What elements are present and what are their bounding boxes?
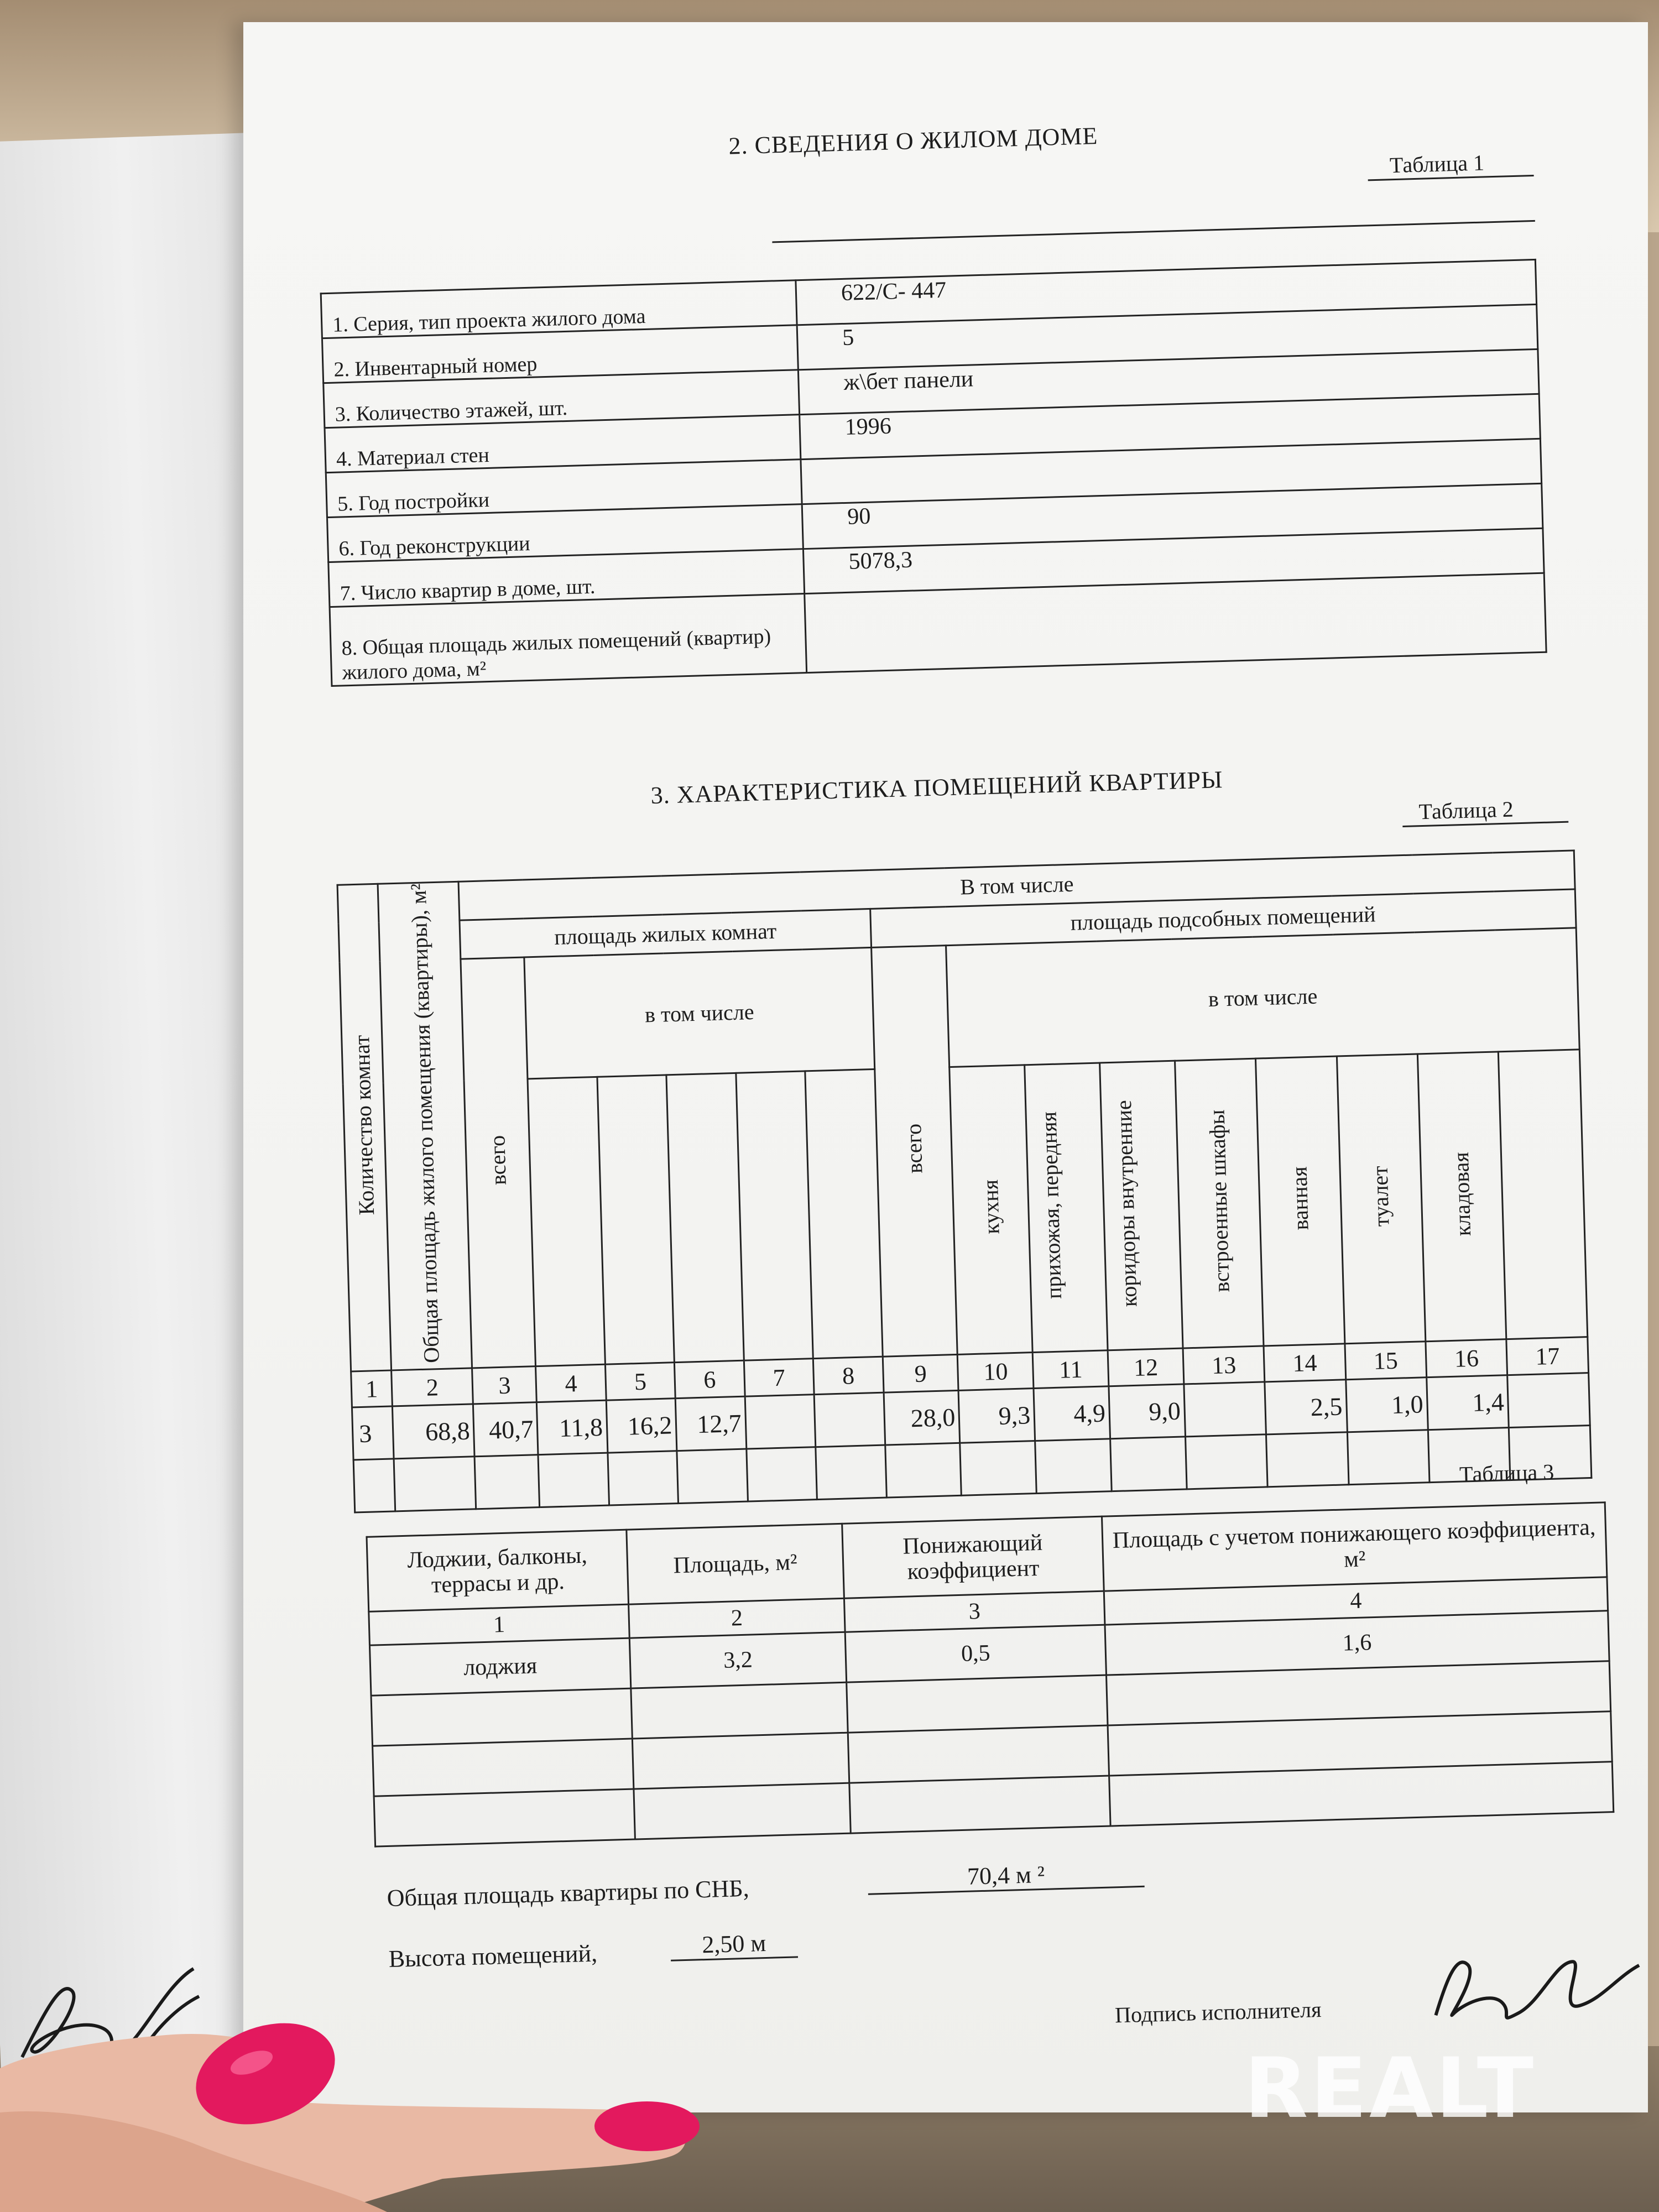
- total-area-label: Общая площадь квартиры по СНБ,: [387, 1874, 750, 1912]
- room-height-label: Высота помещений,: [388, 1939, 598, 1973]
- series-label: 1. Серия, тип проекта жилого дома: [321, 280, 797, 338]
- col-number: 3: [472, 1366, 537, 1404]
- kitchen-header: кухня: [950, 1065, 1032, 1355]
- signature-label: Подпись исполнителя: [1114, 1996, 1322, 2028]
- document-page: [243, 22, 1648, 2112]
- col-number: 14: [1264, 1344, 1345, 1382]
- table3-label: Таблица 3: [1459, 1459, 1554, 1487]
- col-number: 13: [1183, 1346, 1265, 1384]
- wall-material-label: 4. Материал стен: [325, 415, 801, 473]
- cell-value: 40,7: [473, 1402, 539, 1457]
- loggia-type: лоджия: [369, 1638, 630, 1695]
- col-number: 11: [1032, 1350, 1109, 1389]
- table1-label: Таблица 1: [1389, 150, 1485, 178]
- house-info-table: [320, 259, 1547, 687]
- col-number: 6: [675, 1361, 745, 1399]
- executor-signature-icon: [1417, 1926, 1652, 2043]
- table1-top-rule: [772, 220, 1535, 243]
- inventory-number-value: 5: [797, 304, 1538, 369]
- col-number: 1: [351, 1370, 393, 1407]
- room-col-8: [805, 1070, 883, 1359]
- col-number: 4: [536, 1365, 606, 1402]
- col-number: 5: [605, 1363, 675, 1400]
- col-number: 4: [1104, 1577, 1608, 1625]
- loggia-coefficient: 0,5: [845, 1625, 1106, 1682]
- loggias-header: Лоджии, балконы, террасы и др.: [367, 1530, 629, 1611]
- total-area-header: Общая площадь жилого помещения (квартиры), м²: [378, 881, 472, 1370]
- corridors-header: коридоры внутренние: [1100, 1061, 1183, 1351]
- extra-header: [1499, 1050, 1588, 1339]
- col-number: 3: [844, 1591, 1105, 1632]
- table2-label: Таблица 2: [1418, 796, 1514, 825]
- area-header: Площадь, м²: [627, 1524, 844, 1604]
- room-col-5: [597, 1075, 675, 1364]
- floors-label: 3. Количество этажей, шт.: [324, 370, 800, 428]
- cell-value: [1184, 1382, 1266, 1437]
- col-number: 9: [883, 1355, 959, 1393]
- cell-value: 9,0: [1109, 1384, 1185, 1439]
- auxiliary-including-header: в том числе: [946, 928, 1579, 1067]
- col-number: 17: [1506, 1337, 1588, 1375]
- room-col-7: [736, 1071, 813, 1360]
- cell-value: 16,2: [606, 1399, 677, 1453]
- cell-value: 1,4: [1427, 1375, 1509, 1430]
- loggia-area: 3,2: [629, 1632, 846, 1688]
- cell-value: 2,5: [1265, 1380, 1347, 1434]
- cell-value: 3: [352, 1406, 394, 1460]
- loggia-reduced-area: 1,6: [1105, 1611, 1609, 1675]
- cell-value: [1507, 1373, 1590, 1428]
- cell-value: 11,8: [537, 1400, 608, 1454]
- living-total-header: всего: [461, 957, 536, 1368]
- cell-value: [745, 1395, 816, 1449]
- storage-header: кладовая: [1417, 1052, 1506, 1342]
- col-number: 8: [813, 1357, 883, 1394]
- room-col-6: [666, 1073, 744, 1363]
- auxiliary-area-header: площадь подсобных помещений: [870, 889, 1576, 948]
- including-header: В том числе: [458, 851, 1575, 920]
- bathroom-header: ванная: [1256, 1056, 1345, 1346]
- apartment-rooms-table: [337, 849, 1593, 1513]
- cell-value: 28,0: [884, 1391, 960, 1446]
- col-number: 2: [629, 1598, 846, 1638]
- toilet-header: туалет: [1337, 1054, 1426, 1344]
- col-number: 15: [1345, 1342, 1427, 1380]
- col-number: 12: [1108, 1348, 1184, 1386]
- cell-value: 9,3: [958, 1389, 1035, 1443]
- room-col-4: [528, 1077, 605, 1366]
- living-including-header: в том числе: [524, 947, 874, 1079]
- rooms-count-header: Количество комнат: [337, 884, 392, 1371]
- cell-value: 1,0: [1345, 1378, 1428, 1432]
- inventory-number-label: 2. Инвентарный номер: [322, 325, 798, 383]
- reduced-area-header: Площадь с учетом понижающего коэффициента, м²: [1102, 1503, 1606, 1591]
- room-height-value: 2,50 м: [670, 1928, 798, 1961]
- floors-value: ж\бет панели: [798, 349, 1539, 414]
- apartments-count-label: 7. Число квартир в доме, шт.: [328, 549, 805, 607]
- apartments-count-value: 5078,3: [803, 528, 1544, 593]
- series-value: 622/С- 447: [796, 259, 1537, 325]
- total-area-value: 70,4 м ²: [867, 1858, 1144, 1895]
- living-area-total-label: 8. Общая площадь жилых помещений (квартир) жилого дома, м²: [330, 594, 807, 686]
- document-content: [304, 86, 1619, 2067]
- section2-title: 2. СВЕДЕНИЯ О ЖИЛОМ ДОМЕ: [728, 122, 1098, 160]
- col-number: 1: [369, 1604, 630, 1645]
- col-number: 10: [958, 1353, 1034, 1391]
- coefficient-header: Понижающий коэффициент: [842, 1516, 1104, 1598]
- realt-watermark: REALT: [1244, 2041, 1536, 2137]
- build-year-label: 5. Год постройки: [326, 460, 802, 518]
- closets-header: встроенные шкафы: [1175, 1058, 1264, 1348]
- cell-value: [814, 1392, 885, 1447]
- loggias-table: [366, 1501, 1614, 1847]
- living-area-header: площадь жилых комнат: [460, 909, 871, 959]
- cell-value: 68,8: [393, 1404, 475, 1459]
- col-number: 16: [1426, 1339, 1507, 1378]
- col-number: 2: [392, 1368, 473, 1406]
- cell-value: 12,7: [676, 1396, 747, 1451]
- auxiliary-total-header: всего: [871, 946, 957, 1357]
- reconstruction-year-label: 6. Год реконструкции: [327, 504, 803, 562]
- hand-icon: [0, 1969, 719, 2212]
- col-number: 7: [744, 1359, 814, 1396]
- cell-value: 4,9: [1034, 1386, 1110, 1441]
- wall-material-value: 1996: [800, 394, 1541, 459]
- reconstruction-year-value: 90: [802, 483, 1543, 549]
- section3-title: 3. ХАРАКТЕРИСТИКА ПОМЕЩЕНИЙ КВАРТИРЫ: [650, 766, 1224, 809]
- hallway-header: прихожая, передняя: [1025, 1063, 1108, 1353]
